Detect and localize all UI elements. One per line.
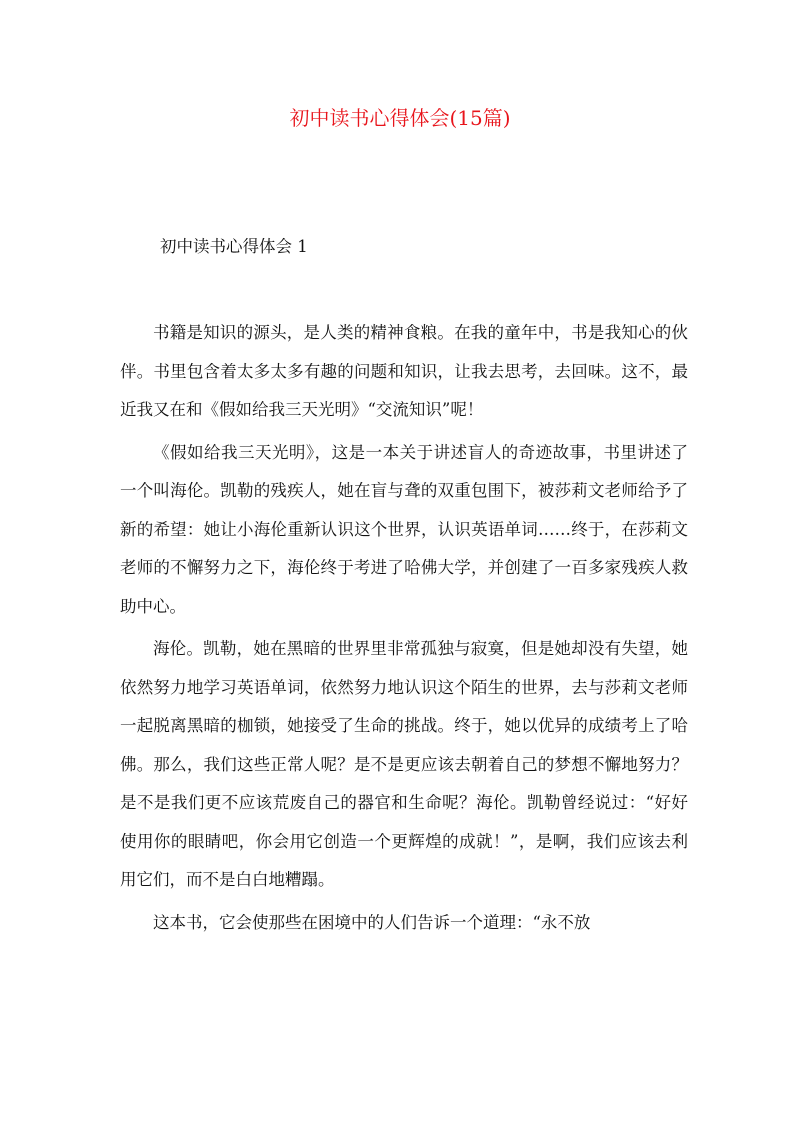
document-body xyxy=(120,314,688,942)
paragraph: 这本书，它会使那些在困境中的人们告诉一个道理：“永不放 xyxy=(153,912,591,932)
paragraph: 海伦。凯勒，她在黑暗的世界里非常孤独与寂寞，但是她却没有失望，她依然努力地学习英语单词，依然努力地认识这个陌生的世界，去与莎莉文老师一起脱离黑暗的枷锁，她接受了生命的挑战。终于，她以优异的成绩考上了哈佛。那么，我们这些正常人呢？是不是更应该去朝着自己的梦想不懈地努力？是不是我们更不应该荒废自己的器官和生命呢？海伦。凯勒曾经说过：“好好使用你的眼睛吧，你会用它创造一个更辉煌的成就！”，是啊，我们应该去利用它们，而不是白白地糟蹋。 xyxy=(120,639,688,889)
paragraph: 书籍是知识的源头，是人类的精神食粮。在我的童年中，书是我知心的伙伴。书里包含着太多太多有趣的问题和知识，让我去思考，去回味。这不，最近我又在和《假如给我三天光明》“交流知识”呢！ xyxy=(120,323,688,419)
paragraph: 《假如给我三天光明》，这是一本关于讲述盲人的奇迹故事，书里讲述了一个叫海伦。凯勒的残疾人，她在盲与聋的双重包围下，被莎莉文老师给予了新的希望：她让小海伦重新认识这个世界，认识英语单词……终于，在莎莉文老师的不懈努力之下，海伦终于考进了哈佛大学，并创建了一百多家残疾人救助中心。 xyxy=(120,442,688,616)
section-heading: 初中读书心得体会 1 xyxy=(160,237,308,256)
document-title: 初中读书心得体会(15篇) xyxy=(289,106,511,130)
